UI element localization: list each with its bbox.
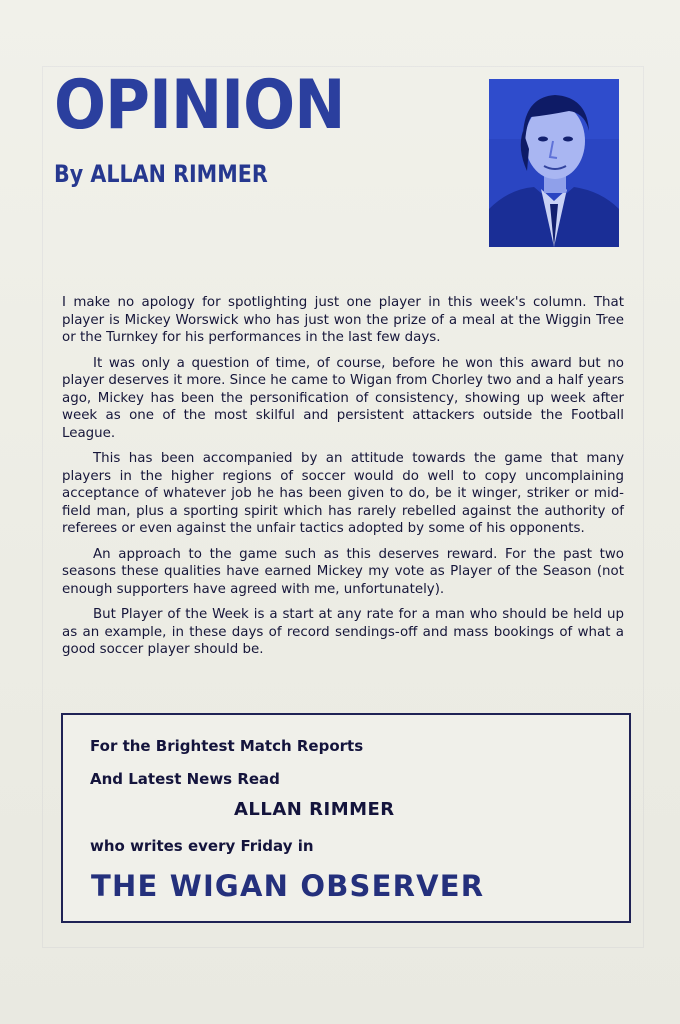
advert-line-1: For the Brightest Match Reports bbox=[90, 737, 364, 755]
article-paragraph-3: This has been accompanied by an attitude towards the game that many players in the higher regions of soccer would do well to copy uncomplaining acceptance of whatever job he has been given to do, be it winger, striker or mid-field man, plus a sporting spirit which has rarely rebelled against the authority of referees or even against the unfair tactics adopted by some of his opponents. bbox=[62, 451, 624, 536]
article-paragraph-4: An approach to the game such as this deserves reward. For the past two seasons these qualities have earned Mickey my vote as Player of the Season (not enough supporters have agreed with me, unfortunately). bbox=[62, 546, 624, 597]
advert-line-2: And Latest News Read bbox=[90, 770, 280, 788]
newspaper-advert-box bbox=[61, 713, 631, 923]
advert-newspaper-name: THE WIGAN OBSERVER bbox=[91, 869, 485, 903]
article-body bbox=[62, 294, 624, 667]
article-paragraph-2: It was only a question of time, of course, before he won this award but no player deserves it more. Since he came to Wigan from Chorley two and a half years ago, Mickey has been the personification of consistency, showing up week after week as one of the most skilful and persistent attackers outside the Football League. bbox=[62, 355, 624, 441]
article-paragraph-5: But Player of the Week is a start at any rate for a man who should be held up as an example, in these days of record sendings-off and mass bookings of what a good soccer player should be. bbox=[62, 607, 624, 657]
author-byline: By ALLAN RIMMER bbox=[54, 160, 268, 188]
author-photo bbox=[489, 79, 619, 247]
portrait-icon bbox=[489, 79, 619, 247]
article-paragraph-1: I make no apology for spotlighting just one player in this week's column. That player is Mickey Worswick who has just won the prize of a meal at the Wiggin Tree or the Turnkey for his performances in the last few days. bbox=[62, 295, 624, 345]
advert-author-name: ALLAN RIMMER bbox=[234, 799, 395, 820]
page-title: OPINION bbox=[54, 66, 345, 145]
advert-line-4: who writes every Friday in bbox=[90, 837, 314, 855]
